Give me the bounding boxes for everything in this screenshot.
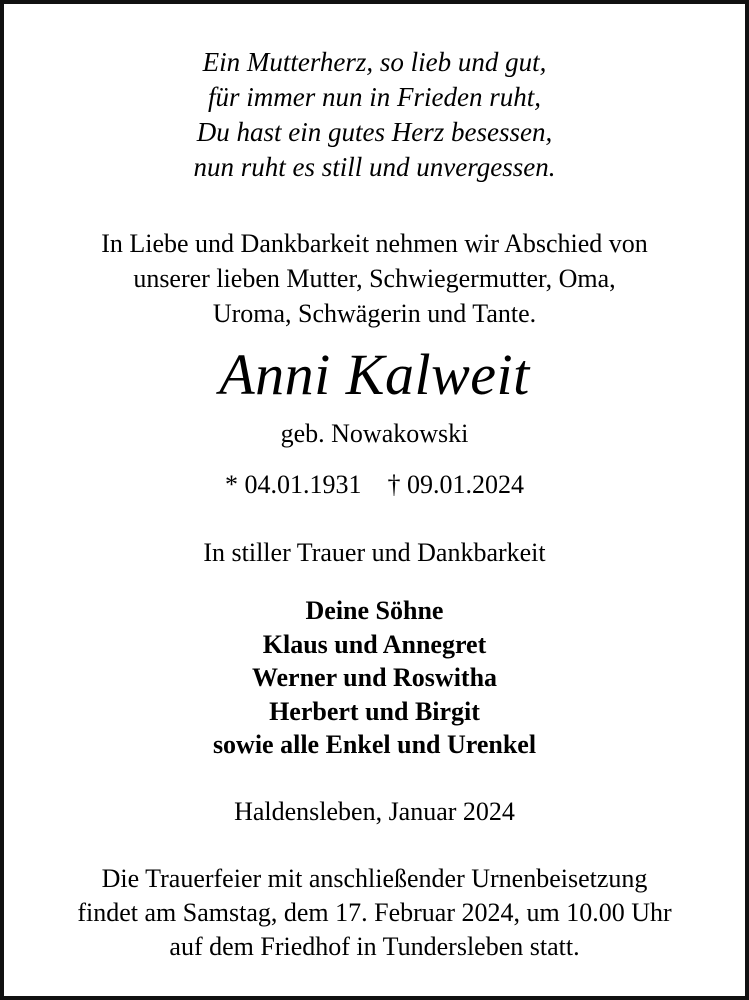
birth-name: geb. Nowakowski xyxy=(280,419,469,448)
life-dates xyxy=(4,468,745,502)
service-line: findet am Samstag, dem 17. Februar 2024, um 10.00 Uhr xyxy=(77,898,672,927)
intro-line: Uroma, Schwägerin und Tante. xyxy=(212,299,537,328)
intro-line: In Liebe und Dankbarkeit nehmen wir Abschied von xyxy=(101,229,648,258)
place-and-date: Haldensleben, Januar 2024 xyxy=(234,797,515,826)
farewell-intro xyxy=(4,226,745,331)
mourner-line: Deine Söhne xyxy=(305,596,444,625)
intro-line: unserer lieben Mutter, Schwiegermutter, Oma, xyxy=(133,264,616,293)
service-line: Die Trauerfeier mit anschließender Urnenbeisetzung xyxy=(101,864,648,893)
mourner-line: Herbert und Birgit xyxy=(269,696,480,726)
poem-line: für immer nun in Frieden ruht, xyxy=(208,82,541,112)
mourning-line: In stiller Trauer und Dankbarkeit xyxy=(203,538,546,567)
funeral-service-info xyxy=(4,862,745,964)
mourners-list xyxy=(4,594,745,762)
death-date: † 09.01.2024 xyxy=(387,470,524,499)
poem-line: nun ruht es still und unvergessen. xyxy=(193,152,556,182)
memorial-poem xyxy=(4,45,745,185)
deceased-name: Anni Kalweit xyxy=(219,342,530,407)
birth-date: * 04.01.1931 xyxy=(225,470,362,499)
mourner-line: sowie alle Enkel und Urenkel xyxy=(212,730,537,759)
poem-line: Du hast ein gutes Herz besessen, xyxy=(196,117,553,147)
poem-line: Ein Mutterherz, so lieb und gut, xyxy=(202,47,547,77)
service-line: auf dem Friedhof in Tundersleben statt. xyxy=(169,932,580,961)
mourner-line: Klaus und Annegret xyxy=(262,629,487,659)
mourner-line: Werner und Roswitha xyxy=(251,663,498,692)
